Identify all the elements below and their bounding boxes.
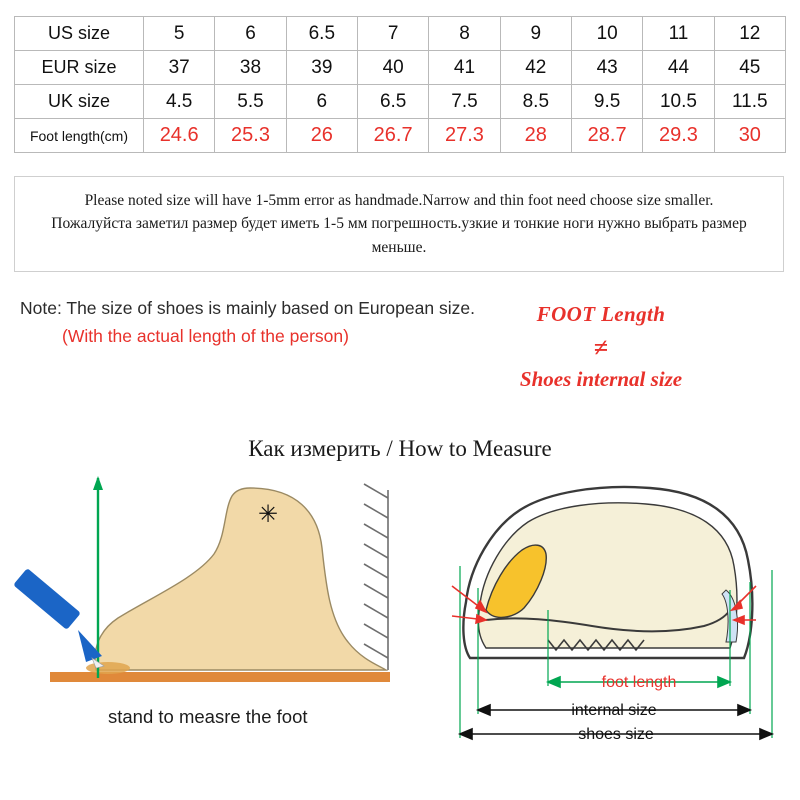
label-internal-size: internal size (571, 702, 657, 719)
notice-line-en: Please noted size will have 1-5mm error as handmade.Narrow and thin foot need choose size smaller. (84, 192, 714, 210)
table-cell: 6 (215, 17, 286, 51)
table-cell: 38 (215, 51, 286, 85)
table-cell: 6.5 (286, 17, 357, 51)
table-cell: 30 (714, 119, 785, 153)
ruler-icon (13, 568, 104, 668)
table-row (15, 51, 786, 85)
table-cell: 7 (357, 17, 428, 51)
foot-against-wall-diagram (13, 476, 390, 682)
table-cell: 6 (286, 85, 357, 119)
table-row (15, 119, 786, 153)
notice-text (51, 189, 746, 259)
note-european-size: Note: The size of shoes is mainly based on European size. (20, 298, 475, 318)
table-cell: 5 (144, 17, 215, 51)
foot-length-callout (436, 302, 766, 392)
row-label: UK size (15, 85, 144, 119)
row-label: Foot length(cm) (15, 119, 144, 153)
table-cell: 44 (643, 51, 714, 85)
shoe-cross-section-diagram (452, 487, 772, 743)
label-shoes-size: shoes size (578, 726, 654, 743)
table-cell: 25.3 (215, 119, 286, 153)
table-cell: 4.5 (144, 85, 215, 119)
table-cell: 28 (500, 119, 571, 153)
ankle-marker-icon: ✳ (257, 501, 279, 528)
table-cell: 10.5 (643, 85, 714, 119)
table-cell: 37 (144, 51, 215, 85)
table-cell: 39 (286, 51, 357, 85)
table-cell: 41 (429, 51, 500, 85)
table-cell: 29.3 (643, 119, 714, 153)
table-cell: 24.6 (144, 119, 215, 153)
measure-line-arrow-icon (93, 476, 103, 490)
table-cell: 26 (286, 119, 357, 153)
heel-shadow (86, 662, 130, 674)
table-cell: 9 (500, 17, 571, 51)
size-chart-table (14, 16, 786, 153)
table-cell: 45 (714, 51, 785, 85)
table-cell: 11.5 (714, 85, 785, 119)
foot-shape (95, 488, 386, 670)
notice-line-ru-cont: меньше. (371, 238, 427, 256)
table-cell: 28.7 (571, 119, 642, 153)
table-cell: 26.7 (357, 119, 428, 153)
not-equal-icon: ≠ (593, 333, 609, 362)
table-cell: 8.5 (500, 85, 571, 119)
table-cell: 42 (500, 51, 571, 85)
table-cell: 43 (571, 51, 642, 85)
how-to-measure-title: Как измерить / How to Measure (248, 436, 552, 461)
row-label: US size (15, 17, 144, 51)
table-cell: 9.5 (571, 85, 642, 119)
notice-box (14, 176, 784, 272)
table-row (15, 85, 786, 119)
table-cell: 12 (714, 17, 785, 51)
left-diagram-caption: stand to measre the foot (108, 706, 308, 727)
table-cell: 8 (429, 17, 500, 51)
table-cell: 5.5 (215, 85, 286, 119)
wall-icon (364, 484, 388, 670)
callout-line-1: FOOT Length (536, 302, 666, 326)
table-cell: 27.3 (429, 119, 500, 153)
table-cell: 7.5 (429, 85, 500, 119)
row-label: EUR size (15, 51, 144, 85)
table-cell: 10 (571, 17, 642, 51)
label-foot-length: foot length (601, 674, 677, 691)
notice-line-ru: Пожалуйста заметил размер будет иметь 1-5 мм погрешность.узкие и тонкие ноги нужно выбрать размер (51, 215, 747, 233)
table-row (15, 17, 786, 51)
table-cell: 11 (643, 17, 714, 51)
table-cell: 40 (357, 51, 428, 85)
callout-line-3: Shoes internal size (519, 367, 683, 391)
note-actual-length: (With the actual length of the person) (62, 326, 349, 346)
table-cell: 6.5 (357, 85, 428, 119)
